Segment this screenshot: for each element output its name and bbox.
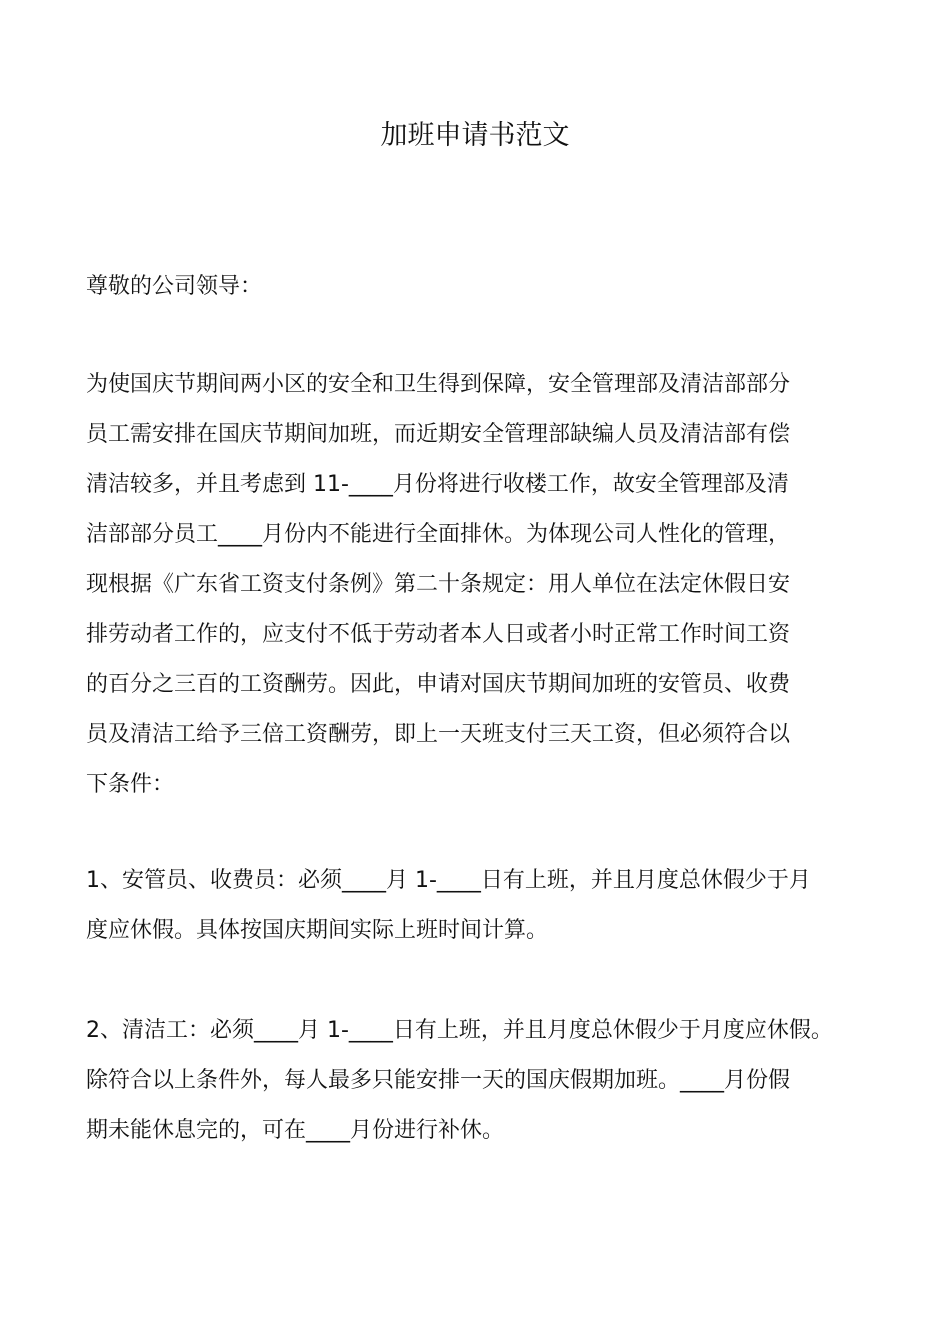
paragraph-line: 下条件： [86,772,175,797]
paragraph-line: 除符合以上条件外，每人最多只能安排一天的国庆假期加班。____月份假 [86,1068,791,1093]
salutation [86,262,886,312]
paragraph-line: 员及清洁工给予三倍工资酬劳，即上一天班支付三天工资，但必须符合以 [86,722,791,747]
paragraph-line: 清洁较多，并且考虑到 11-____月份将进行收楼工作，故安全管理部及清 [86,472,789,497]
paragraph-line: 为使国庆节期间两小区的安全和卫生得到保障，安全管理部及清洁部部分 [86,372,791,397]
paragraph-line: 2、清洁工：必须____月 1-____日有上班，并且月度总休假少于月度应休假。 [86,1018,833,1043]
document-title: 加班申请书范文 [380,120,570,151]
condition-1-paragraph [86,856,886,956]
main-paragraph [86,360,886,810]
paragraph-line: 的百分之三百的工资酬劳。因此，申请对国庆节期间加班的安管员、收费 [86,672,791,697]
salutation-line: 尊敬的公司领导： [86,274,263,299]
paragraph-line: 1、安管员、收费员：必须____月 1-____日有上班，并且月度总休假少于月 [86,868,811,893]
paragraph-line: 现根据《广东省工资支付条例》第二十条规定：用人单位在法定休假日安 [86,572,791,597]
paragraph-line: 员工需安排在国庆节期间加班，而近期安全管理部缺编人员及清洁部有偿 [86,422,791,447]
paragraph-line: 洁部部分员工____月份内不能进行全面排休。为体现公司人性化的管理， [86,522,791,547]
paragraph-line: 期未能休息完的，可在____月份进行补休。 [86,1118,505,1143]
paragraph-line: 度应休假。具体按国庆期间实际上班时间计算。 [86,918,549,943]
condition-2-paragraph [86,1006,886,1156]
paragraph-line: 排劳动者工作的，应支付不低于劳动者本人日或者小时正常工作时间工资 [86,622,791,647]
